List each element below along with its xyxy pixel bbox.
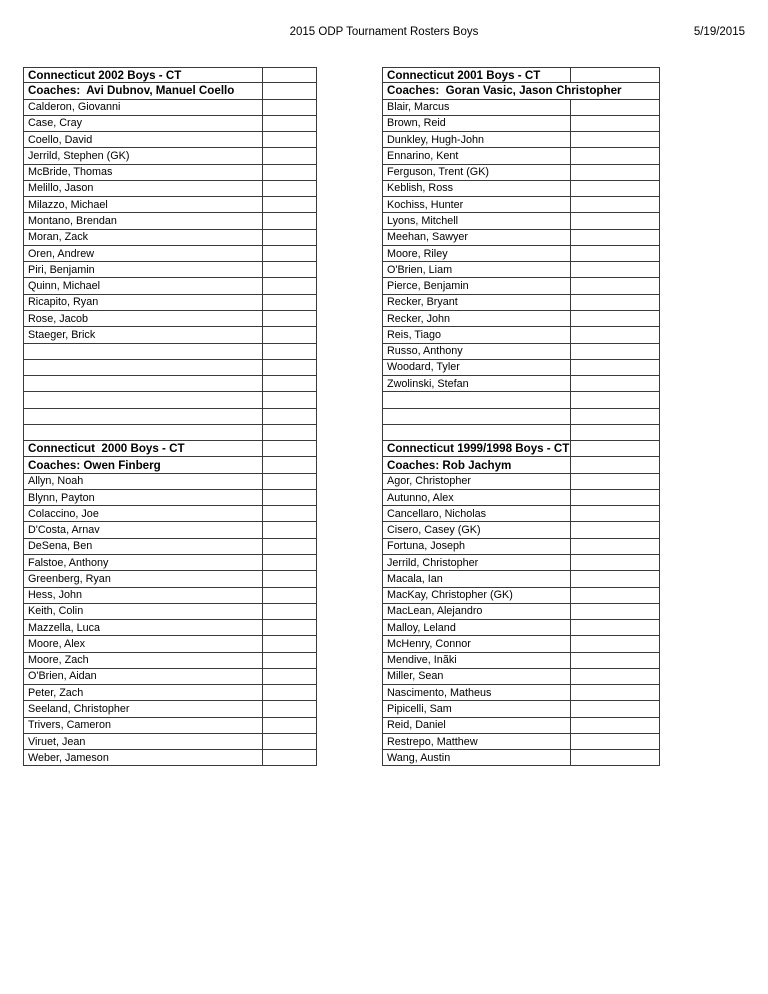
player-cell: Pipicelli, Sam (382, 701, 570, 717)
blank-cell (262, 669, 317, 685)
blank-cell (570, 278, 660, 294)
blank-cell (262, 262, 317, 278)
blank-cell (382, 409, 570, 425)
blank-cell (23, 409, 262, 425)
blank-cell (570, 392, 660, 408)
blank-cell (570, 718, 660, 734)
spacer-cell (317, 571, 382, 587)
spacer-cell (317, 474, 382, 490)
blank-cell (262, 636, 317, 652)
spacer-cell (317, 636, 382, 652)
spacer-cell (317, 490, 382, 506)
player-cell (23, 360, 262, 376)
spacer-cell (317, 409, 382, 425)
player-cell: Meehan, Sawyer (382, 230, 570, 246)
player-cell: McHenry, Connor (382, 636, 570, 652)
blank-cell (570, 360, 660, 376)
spacer-cell (317, 734, 382, 750)
player-cell: Jerrild, Stephen (GK) (23, 148, 262, 164)
blank-cell (570, 327, 660, 343)
spacer-cell (317, 116, 382, 132)
blank-cell (262, 376, 317, 392)
player-cell: Blair, Marcus (382, 100, 570, 116)
player-cell: Agor, Christopher (382, 474, 570, 490)
blank-cell (382, 392, 570, 408)
blank-cell (262, 230, 317, 246)
blank-cell (262, 522, 317, 538)
blank-cell (262, 685, 317, 701)
player-cell: Reis, Tiago (382, 327, 570, 343)
blank-cell (570, 441, 660, 457)
player-cell: Wang, Austin (382, 750, 570, 766)
blank-cell (570, 165, 660, 181)
player-cell: Rose, Jacob (23, 311, 262, 327)
spacer-cell (317, 213, 382, 229)
team-name-cell: Connecticut 2001 Boys - CT (382, 67, 570, 83)
blank-cell (262, 506, 317, 522)
document-title: 2015 ODP Tournament Rosters Boys (289, 26, 479, 38)
blank-cell (262, 165, 317, 181)
spacer-cell (317, 701, 382, 717)
player-cell: Moore, Riley (382, 246, 570, 262)
blank-cell (570, 344, 660, 360)
blank-cell (262, 213, 317, 229)
blank-cell (570, 734, 660, 750)
spacer-cell (317, 181, 382, 197)
player-cell: Falstoe, Anthony (23, 555, 262, 571)
player-cell: Malloy, Leland (382, 620, 570, 636)
player-cell: Recker, Bryant (382, 295, 570, 311)
blank-cell (262, 278, 317, 294)
blank-cell (570, 230, 660, 246)
blank-cell (382, 425, 570, 441)
player-cell: Staeger, Brick (23, 327, 262, 343)
blank-cell (570, 181, 660, 197)
player-cell: Brown, Reid (382, 116, 570, 132)
blank-cell (262, 441, 317, 457)
blank-cell (570, 409, 660, 425)
player-cell: Peter, Zach (23, 685, 262, 701)
player-cell (23, 376, 262, 392)
spacer-cell (317, 165, 382, 181)
blank-cell (570, 132, 660, 148)
blank-cell (570, 116, 660, 132)
blank-cell (570, 555, 660, 571)
spacer-cell (317, 522, 382, 538)
player-cell: Lyons, Mitchell (382, 213, 570, 229)
blank-cell (570, 750, 660, 766)
player-cell: Ricapito, Ryan (23, 295, 262, 311)
spacer-cell (317, 295, 382, 311)
player-cell: McBride, Thomas (23, 165, 262, 181)
spacer-cell (317, 376, 382, 392)
document-date: 5/19/2015 (693, 26, 745, 38)
player-cell: Hess, John (23, 588, 262, 604)
spacer-cell (317, 604, 382, 620)
player-cell: Montano, Brendan (23, 213, 262, 229)
blank-cell (262, 653, 317, 669)
blank-cell (262, 604, 317, 620)
blank-cell (262, 425, 317, 441)
spacer-cell (317, 230, 382, 246)
blank-cell (570, 506, 660, 522)
spacer-cell (317, 653, 382, 669)
roster-table (23, 67, 660, 766)
blank-cell (23, 425, 262, 441)
player-cell: D'Costa, Arnav (23, 522, 262, 538)
coaches-cell: Coaches: Owen Finberg (23, 457, 262, 473)
spacer-cell (317, 148, 382, 164)
player-cell: Seeland, Christopher (23, 701, 262, 717)
blank-cell (570, 539, 660, 555)
player-cell: Pierce, Benjamin (382, 278, 570, 294)
player-cell: Colaccino, Joe (23, 506, 262, 522)
blank-cell (570, 685, 660, 701)
blank-cell (570, 295, 660, 311)
spacer-cell (317, 132, 382, 148)
blank-cell (262, 750, 317, 766)
player-cell: Blynn, Payton (23, 490, 262, 506)
player-cell: Oren, Andrew (23, 246, 262, 262)
blank-cell (262, 83, 317, 99)
spacer-cell (317, 669, 382, 685)
player-cell: MacLean, Alejandro (382, 604, 570, 620)
player-cell: Russo, Anthony (382, 344, 570, 360)
player-cell: Case, Cray (23, 116, 262, 132)
blank-cell (570, 311, 660, 327)
player-cell: Moore, Zach (23, 653, 262, 669)
blank-cell (570, 262, 660, 278)
team-name-cell: Connecticut 2000 Boys - CT (23, 441, 262, 457)
blank-cell (570, 653, 660, 669)
blank-cell (570, 425, 660, 441)
blank-cell (262, 701, 317, 717)
spacer-cell (317, 750, 382, 766)
player-cell: Moran, Zack (23, 230, 262, 246)
player-cell: Macala, Ian (382, 571, 570, 587)
blank-cell (262, 539, 317, 555)
blank-cell (262, 327, 317, 343)
player-cell (23, 344, 262, 360)
blank-cell (262, 490, 317, 506)
spacer-cell (317, 685, 382, 701)
blank-cell (262, 132, 317, 148)
blank-cell (262, 344, 317, 360)
player-cell: Milazzo, Michael (23, 197, 262, 213)
player-cell: Miller, Sean (382, 669, 570, 685)
team-name-cell: Connecticut 1999/1998 Boys - CT (382, 441, 570, 457)
blank-cell (23, 392, 262, 408)
player-cell: Reid, Daniel (382, 718, 570, 734)
player-cell: Restrepo, Matthew (382, 734, 570, 750)
blank-cell (262, 734, 317, 750)
spacer-cell (317, 344, 382, 360)
player-cell: Kochiss, Hunter (382, 197, 570, 213)
spacer-cell (317, 392, 382, 408)
blank-cell (570, 669, 660, 685)
player-cell: Nascimento, Matheus (382, 685, 570, 701)
player-cell: Woodard, Tyler (382, 360, 570, 376)
blank-cell (570, 457, 660, 473)
spacer-cell (317, 262, 382, 278)
spacer-cell (317, 197, 382, 213)
player-cell: Zwolinski, Stefan (382, 376, 570, 392)
player-cell: Mazzella, Luca (23, 620, 262, 636)
spacer-cell (317, 620, 382, 636)
player-cell: Viruet, Jean (23, 734, 262, 750)
player-cell: Greenberg, Ryan (23, 571, 262, 587)
player-cell: Mendive, Inãki (382, 653, 570, 669)
player-cell: Fortuna, Joseph (382, 539, 570, 555)
blank-cell (570, 588, 660, 604)
spacer-cell (317, 588, 382, 604)
blank-cell (570, 522, 660, 538)
blank-cell (570, 100, 660, 116)
player-cell: Piri, Benjamin (23, 262, 262, 278)
coaches-cell: Coaches: Goran Vasic, Jason Christopher (382, 83, 660, 99)
player-cell: Calderon, Giovanni (23, 100, 262, 116)
blank-cell (262, 246, 317, 262)
blank-cell (570, 67, 660, 83)
blank-cell (262, 409, 317, 425)
blank-cell (262, 474, 317, 490)
blank-cell (570, 246, 660, 262)
blank-cell (262, 718, 317, 734)
spacer-cell (317, 327, 382, 343)
blank-cell (570, 197, 660, 213)
player-cell: Weber, Jameson (23, 750, 262, 766)
spacer-cell (317, 506, 382, 522)
coaches-cell: Coaches: Avi Dubnov, Manuel Coello (23, 83, 262, 99)
player-cell: Dunkley, Hugh-John (382, 132, 570, 148)
player-cell: Keith, Colin (23, 604, 262, 620)
spacer-cell (317, 67, 382, 83)
player-cell: Allyn, Noah (23, 474, 262, 490)
blank-cell (262, 588, 317, 604)
player-cell: Recker, John (382, 311, 570, 327)
blank-cell (262, 311, 317, 327)
spacer-cell (317, 425, 382, 441)
player-cell: Keblish, Ross (382, 181, 570, 197)
blank-cell (262, 295, 317, 311)
spacer-cell (317, 246, 382, 262)
player-cell: O'Brien, Liam (382, 262, 570, 278)
blank-cell (570, 148, 660, 164)
blank-cell (262, 360, 317, 376)
player-cell: Cisero, Casey (GK) (382, 522, 570, 538)
spacer-cell (317, 100, 382, 116)
player-cell: Quinn, Michael (23, 278, 262, 294)
blank-cell (570, 474, 660, 490)
player-cell: Ennarino, Kent (382, 148, 570, 164)
blank-cell (570, 571, 660, 587)
player-cell: Ferguson, Trent (GK) (382, 165, 570, 181)
spacer-cell (317, 83, 382, 99)
spacer-cell (317, 311, 382, 327)
spacer-cell (317, 457, 382, 473)
player-cell: O'Brien, Aidan (23, 669, 262, 685)
player-cell: Cancellaro, Nicholas (382, 506, 570, 522)
blank-cell (262, 620, 317, 636)
blank-cell (262, 67, 317, 83)
spacer-cell (317, 278, 382, 294)
blank-cell (262, 555, 317, 571)
blank-cell (262, 392, 317, 408)
player-cell: Moore, Alex (23, 636, 262, 652)
blank-cell (262, 571, 317, 587)
blank-cell (262, 181, 317, 197)
spacer-cell (317, 539, 382, 555)
blank-cell (570, 620, 660, 636)
blank-cell (570, 490, 660, 506)
player-cell: Autunno, Alex (382, 490, 570, 506)
spacer-cell (317, 555, 382, 571)
blank-cell (570, 213, 660, 229)
blank-cell (570, 376, 660, 392)
player-cell: Jerrild, Christopher (382, 555, 570, 571)
blank-cell (570, 701, 660, 717)
blank-cell (262, 197, 317, 213)
blank-cell (262, 148, 317, 164)
player-cell: Coello, David (23, 132, 262, 148)
player-cell: Trivers, Cameron (23, 718, 262, 734)
blank-cell (570, 604, 660, 620)
blank-cell (262, 457, 317, 473)
blank-cell (262, 100, 317, 116)
team-name-cell: Connecticut 2002 Boys - CT (23, 67, 262, 83)
player-cell: Melillo, Jason (23, 181, 262, 197)
blank-cell (262, 116, 317, 132)
spacer-cell (317, 441, 382, 457)
blank-cell (570, 636, 660, 652)
coaches-cell: Coaches: Rob Jachym (382, 457, 570, 473)
spacer-cell (317, 360, 382, 376)
spacer-cell (317, 718, 382, 734)
player-cell: MacKay, Christopher (GK) (382, 588, 570, 604)
player-cell: DeSena, Ben (23, 539, 262, 555)
